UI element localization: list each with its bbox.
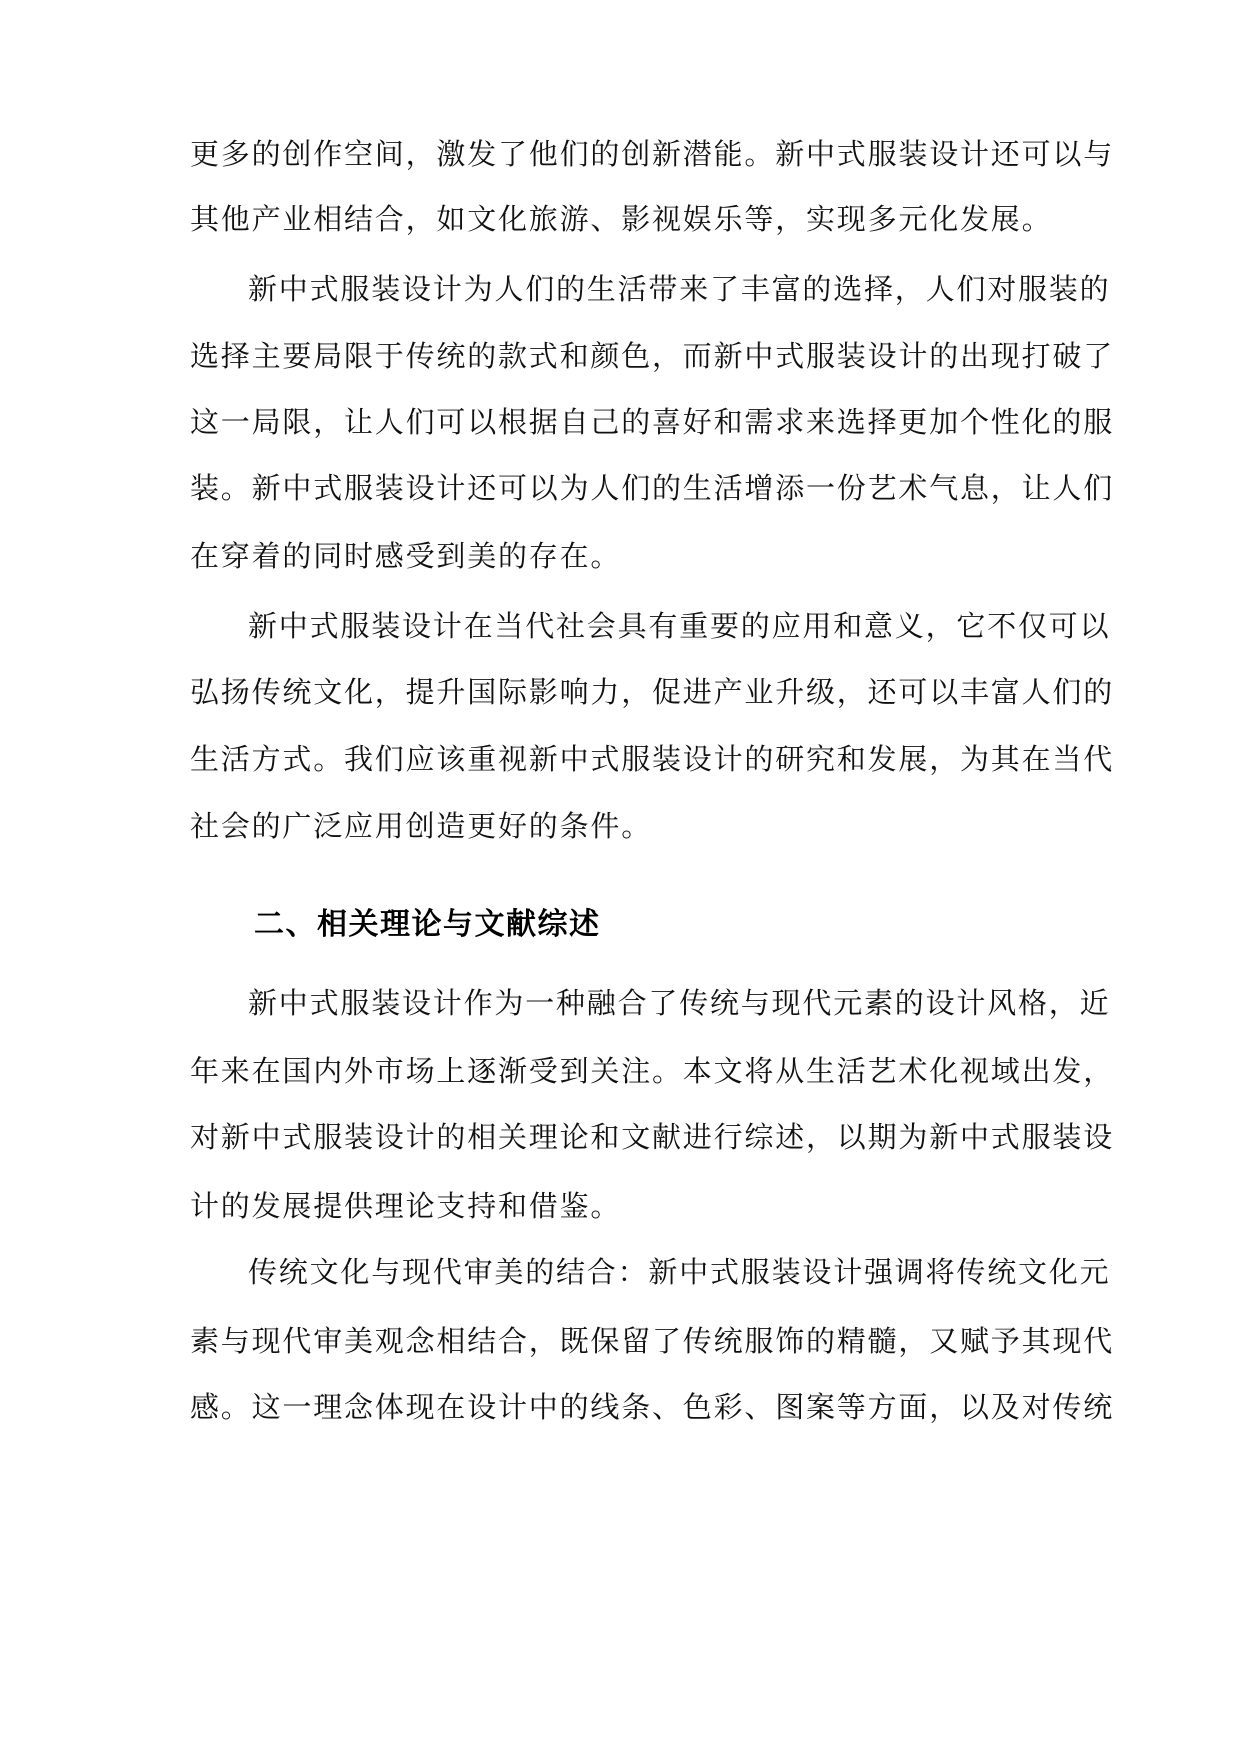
paragraph-3-line-4: 社会的广泛应用创造更好的条件。	[190, 809, 653, 843]
paragraph-2-line-3: 这一局限，让人们可以根据自己的喜好和需求来选择更加个性化的服	[190, 405, 1115, 439]
paragraph-4-line-1: 新中式服装设计作为一种融合了传统与现代元素的设计风格，近	[248, 986, 1111, 1020]
section-heading: 二、相关理论与文献综述	[254, 907, 601, 942]
paragraph-4-line-3: 对新中式服装设计的相关理论和文献进行综述，以期为新中式服装设	[190, 1120, 1115, 1154]
paragraph-2-line-1: 新中式服装设计为人们的生活带来了丰富的选择，人们对服装的	[248, 272, 1111, 306]
paragraph-4-line-4: 计的发展提供理论支持和借鉴。	[190, 1189, 622, 1223]
paragraph-3-line-2: 弘扬传统文化，提升国际影响力，促进产业升级，还可以丰富人们的	[190, 675, 1115, 709]
paragraph-2-line-4: 装。新中式服装设计还可以为人们的生活增添一份艺术气息，让人们	[190, 471, 1115, 505]
paragraph-5-line-2: 素与现代审美观念相结合，既保留了传统服饰的精髓，又赋予其现代	[190, 1324, 1115, 1358]
paragraph-2-line-2: 选择主要局限于传统的款式和颜色，而新中式服装设计的出现打破了	[190, 339, 1115, 373]
paragraph-1-line-2: 其他产业相结合，如文化旅游、影视娱乐等，实现多元化发展。	[190, 202, 1053, 236]
paragraph-5-line-1: 传统文化与现代审美的结合：新中式服装设计强调将传统文化元	[248, 1255, 1111, 1289]
paragraph-1-line-1: 更多的创作空间，激发了他们的创新潜能。新中式服装设计还可以与	[190, 137, 1115, 171]
paragraph-3-line-1: 新中式服装设计在当代社会具有重要的应用和意义，它不仅可以	[248, 609, 1111, 643]
paragraph-2-line-5: 在穿着的同时感受到美的存在。	[190, 539, 622, 573]
paragraph-5-line-3: 感。这一理念体现在设计中的线条、色彩、图案等方面，以及对传统	[190, 1390, 1115, 1424]
paragraph-3-line-3: 生活方式。我们应该重视新中式服装设计的研究和发展，为其在当代	[190, 742, 1115, 776]
paragraph-4-line-2: 年来在国内外市场上逐渐受到关注。本文将从生活艺术化视域出发，	[190, 1054, 1115, 1088]
